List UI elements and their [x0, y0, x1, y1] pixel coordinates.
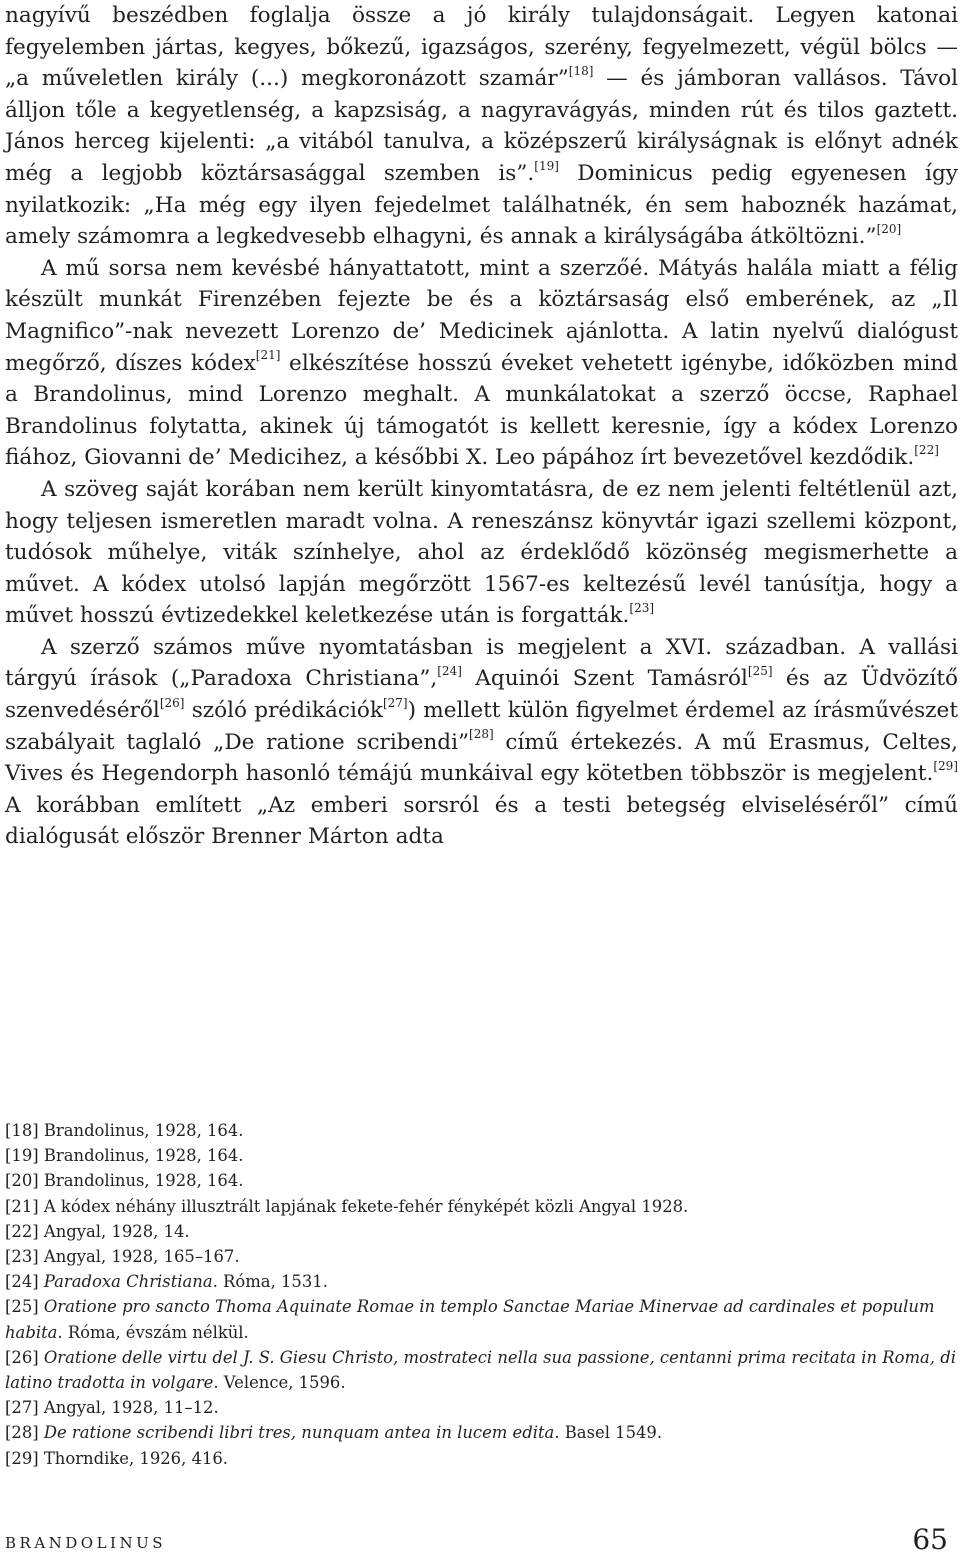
work-title: Oratione pro sancto Thoma Aquinate Romae in templo Sanctae Mariae Minervae ad cardinales et populum habita [5, 1297, 935, 1342]
footnote-rest: . Velence, 1596. [213, 1373, 346, 1393]
page-number: 65 [912, 1523, 948, 1556]
footnote-22: [22] Angyal, 1928, 14. [5, 1221, 190, 1241]
footnote-rest: . Basel 1549. [554, 1423, 663, 1443]
footnote-number: [24] [5, 1272, 44, 1292]
footnote-21: [21] A kódex néhány illusztrált lapjának fekete-fehér fényképét közli Angyal 1928. [5, 1196, 689, 1216]
work-title: Oratione delle virtu del J. S. Giesu Christo, mostrateci nella sua passione, centanni prima recitata in Roma, di latino tradotta in volgare [5, 1347, 956, 1393]
paragraph-1 [5, 0, 958, 253]
footnote-19: [19] Brandolinus, 1928, 164. [5, 1146, 244, 1166]
footnote-ref-20[interactable]: [20] [876, 221, 902, 236]
paragraph-2 [5, 253, 958, 474]
footnote-ref-18[interactable]: [18] [568, 64, 594, 78]
footnote-ref-25[interactable]: [25] [747, 664, 773, 679]
text-run: ) mellett külön figyelmet érdemel az írásművészet szabályait taglaló „De ratione scribendi” [5, 698, 958, 755]
body-text [5, 0, 958, 853]
footnote-27: [27] Angyal, 1928, 11–12. [5, 1398, 219, 1418]
footnote-29: [29] Thorndike, 1926, 416. [5, 1448, 229, 1468]
text-run: és az Üdvözítő szenvedéséről [5, 666, 959, 724]
text-run: című értekezés. A mű Erasmus, Celtes, Vives és Hegendorph hasonló témájú munkáival egy kötetben többször is megjelent. [5, 729, 958, 787]
footnote-rest: . Róma, 1531. [212, 1272, 328, 1292]
text-run: Dominicus pedig egyenesen így nyilatkozik: „Ha még egy ilyen fejedelmet találhatnék, én sem haboznék hazámat, amely számomra a legkedvesebb elhagyni, és annak a királyságába átköltözni.” [5, 160, 958, 250]
footnotes [5, 1118, 958, 1471]
footnote-number: [25] [5, 1297, 44, 1317]
footnote-rest: . Róma, évszám nélkül. [57, 1322, 249, 1342]
footnote-20: [20] Brandolinus, 1928, 164. [5, 1171, 244, 1191]
footnote-24 [5, 1269, 958, 1294]
text-run: A mű sorsa nem kevésbé hányattatott, mint a szerzőé. Mátyás halála miatt a félig készült munkát Firenzében fejezte be és a köztársaság első emberének, az „Il Magnifico”-nak nevezett Lorenzo de’ Medicinek ajánlotta. A latin nyelvű dialógust megőrző, díszes kódex [5, 255, 958, 376]
footnote-ref-23[interactable]: [23] [629, 601, 655, 616]
paragraph-3 [5, 474, 958, 632]
footnote-ref-24[interactable]: [24] [437, 664, 462, 679]
footnote-ref-28[interactable]: [28] [469, 727, 494, 742]
footnote-number: [28] [5, 1423, 44, 1443]
text-run: A korábban említett „Az emberi sorsról és a testi betegség elviseléséről” című dialógusát először Brenner Márton adta [5, 792, 958, 850]
text-run: szóló prédikációk [184, 698, 383, 724]
footnote-25 [5, 1294, 958, 1344]
footnote-ref-22[interactable]: [22] [914, 443, 939, 458]
paragraph-4 [5, 632, 958, 853]
text-run: elkészítése hosszú éveket vehetett igénybe, időközben mind a Brandolinus, mind Lorenzo meghalt. A munkálatokat a szerző öccse, Raphael Brandolinus folytatta, akinek új támogatót is kellett keresnie, így a kódex Lorenzo fiához, Giovanni de’ Medicihez, a későbbi X. Leo pápához írt bevezetővel kezdődik. [5, 350, 958, 471]
running-title: BRANDOLINUS [5, 1534, 167, 1552]
work-title: De ratione scribendi libri tres, nunquam antea in lucem edita [43, 1423, 555, 1443]
footnote-ref-27[interactable]: [27] [382, 695, 408, 710]
footnote-23: [23] Angyal, 1928, 165–167. [5, 1247, 240, 1267]
text-run: Aquinói Szent Tamásról [461, 666, 748, 692]
text-run: A szöveg saját korában nem került kinyomtatásra, de ez nem jelenti feltétlenül azt, hogy teljesen ismeretlen maradt volna. A reneszánsz könyvtár igazi szellemi központ, tudósok műhelye, viták színhelye, ahol az érdeklődő közönség megismerhette a művet. A kódex utolsó lapján megőrzött 1567-es keltezésű levél tanúsítja, hogy a művet hosszú évtizedekkel keletkezése után is forgatták. [5, 476, 958, 629]
footnote-number: [26] [5, 1347, 44, 1367]
work-title: Paradoxa Christiana [43, 1272, 213, 1292]
footnote-ref-29[interactable]: [29] [933, 759, 958, 774]
footnote-ref-26[interactable]: [26] [159, 695, 185, 710]
footnote-ref-21[interactable]: [21] [255, 348, 281, 363]
footnote-ref-19[interactable]: [19] [534, 158, 559, 173]
text-run: A szerző számos műve nyomtatásban is megjelent a XVI. században. A vallási tárgyú írások („Paradoxa Christiana”, [5, 634, 958, 692]
footnote-18: [18] Brandolinus, 1928, 164. [5, 1121, 244, 1140]
footnote-26 [5, 1345, 958, 1395]
text-run: — és jámboran vallásos. Távol álljon tőle a kegyetlenség, a kapzsiság, a nagyravágyás, minden rút és tilos gaztett. János herceg kijelenti: „a vitából tanulva, a középszerű királyságnak is előnyt adnék még a legjobb köztársasággal szemben is”. [5, 66, 958, 186]
footnote-28 [5, 1420, 958, 1445]
text-run: nagyívű beszédben foglalja össze a jó király tulajdonságait. Legyen katonai fegyelemben jártas, kegyes, bőkezű, igazságos, szerény, fegyelmezett, végül bölcs — „a műveletlen király (...) megkoronázott szamár” [5, 3, 958, 92]
